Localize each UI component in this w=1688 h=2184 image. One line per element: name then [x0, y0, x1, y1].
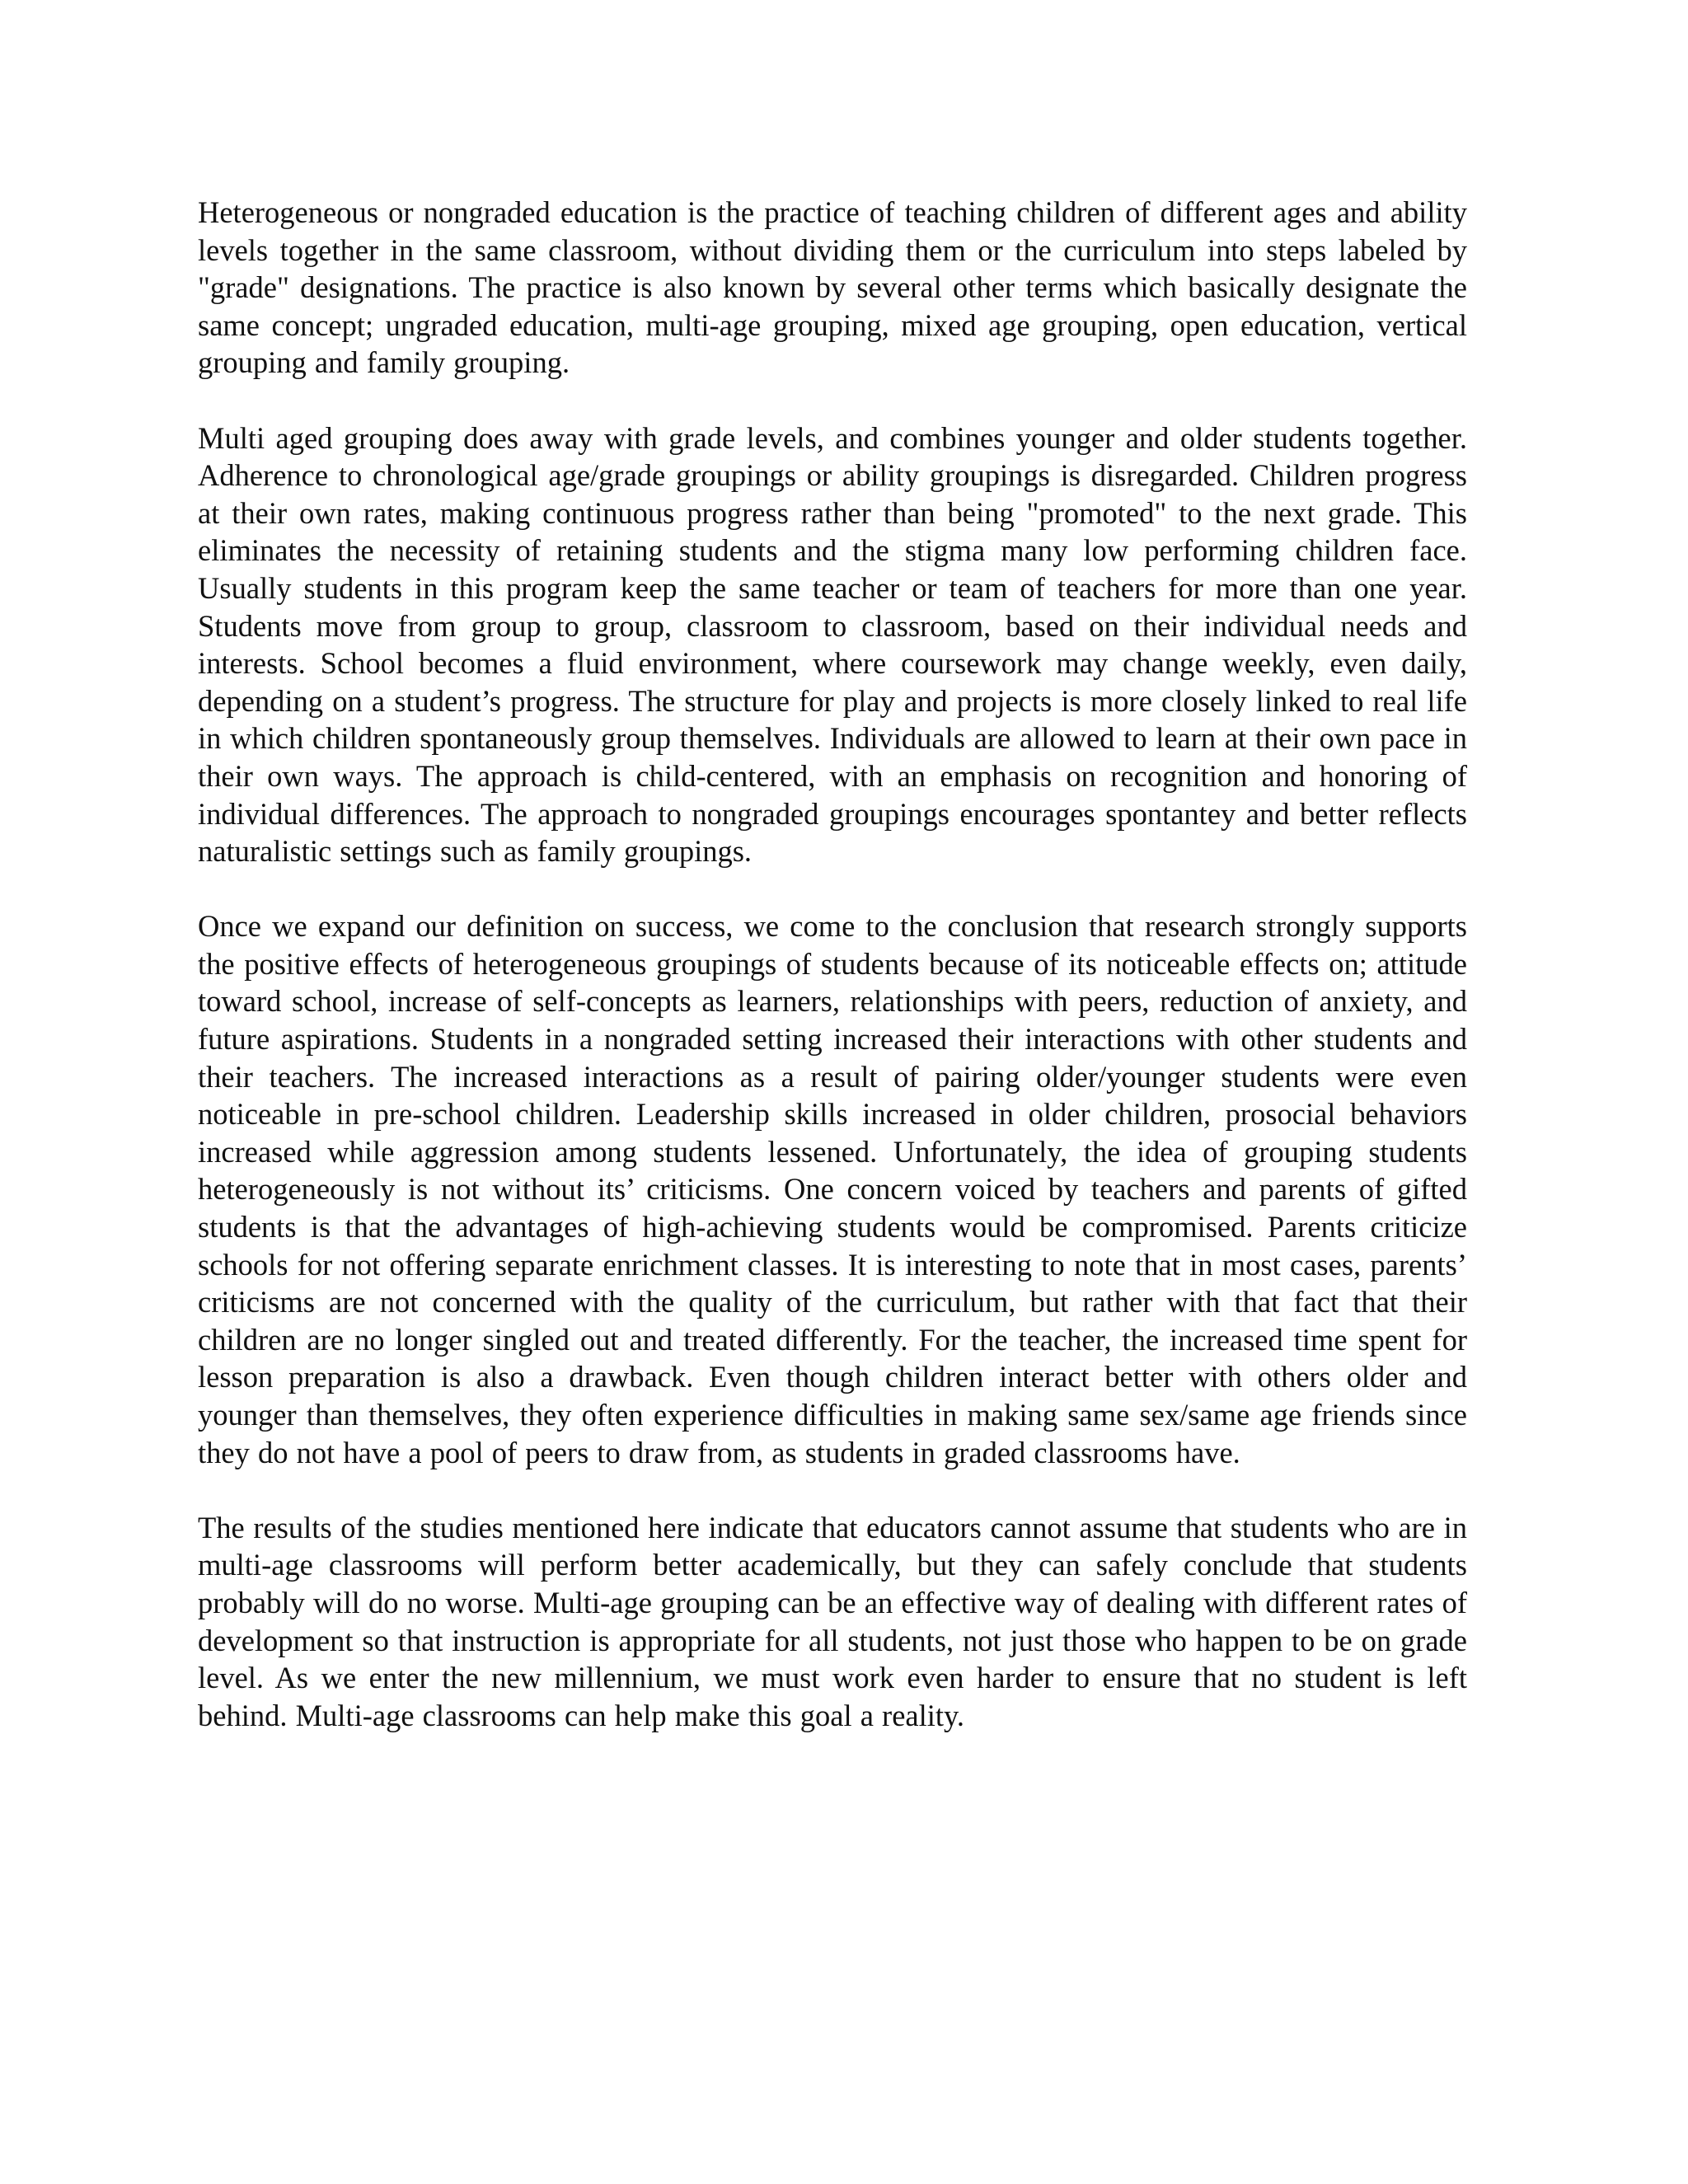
paragraph-3: Once we expand our definition on success, we come to the conclusion that research strongly supports the positive effects of heterogeneous groupings of students because of its noticeable effects on; attitude toward school, increase of self-concepts as learners, relationships with peers, reduction of anxiety, and future aspirations. Students in a nongraded setting increased their interactions with other students and their teachers. The increased interactions as a result of pairing older/younger students were even noticeable in pre-school children. Leadership skills increased in older children, prosocial behaviors increased while aggression among students lessened. Unfortunately, the idea of grouping students heterogeneously is not without its’ criticisms. One concern voiced by teachers and parents of gifted students is that the advantages of high-achieving students would be compromised. Parents criticize schools for not offering separate enrichment classes. It is interesting to note that in most cases, parents’ criticisms are not concerned with the quality of the curriculum, but rather with that fact that their children are no longer singled out and treated differently. For the teacher, the increased time spent for lesson preparation is also a drawback. Even though children interact better with others older and younger than themselves, they often experience difficulties in making same sex/same age friends since they do not have a pool of peers to draw from, as students in graded classrooms have. [198, 909, 1467, 1469]
paragraph-1: Heterogeneous or nongraded education is the practice of teaching children of different ages and ability levels together in the same classroom, without dividing them or the curriculum into steps labeled by "grade" designations. The practice is also known by several other terms which basically designate the same concept; ungraded education, multi-age grouping, mixed age grouping, open education, vertical grouping and family grouping. [198, 195, 1467, 380]
paragraph-2: Multi aged grouping does away with grade levels, and combines younger and older students together. Adherence to chronological age/grade groupings or ability groupings is disregarded. Children progress at their own rates, making continuous progress rather than being "promoted" to the next grade. This eliminates the necessity of retaining students and the stigma many low performing children face. Usually students in this program keep the same teacher or team of teachers for more than one year. Students move from group to group, classroom to classroom, based on their individual needs and interests. School becomes a fluid environment, where coursework may change weekly, even daily, depending on a student’s progress. The structure for play and projects is more closely linked to real life in which children spontaneously group themselves. Individuals are allowed to learn at their own pace in their own ways. The approach is child-centered, with an emphasis on recognition and honoring of individual differences. The approach to nongraded groupings encourages spontantey and better reflects naturalistic settings such as family groupings. [198, 420, 1467, 869]
paragraph-4: The results of the studies mentioned here indicate that educators cannot assume that students who are in multi-age classrooms will perform better academically, but they can safely conclude that students probably will do no worse. Multi-age grouping can be an effective way of dealing with different rates of development so that instruction is appropriate for all students, not just those who happen to be on grade level. As we enter the new millennium, we must work even harder to ensure that no student is left behind. Multi-age classrooms can help make this goal a reality. [198, 1510, 1467, 1732]
document-body [198, 194, 1467, 1772]
